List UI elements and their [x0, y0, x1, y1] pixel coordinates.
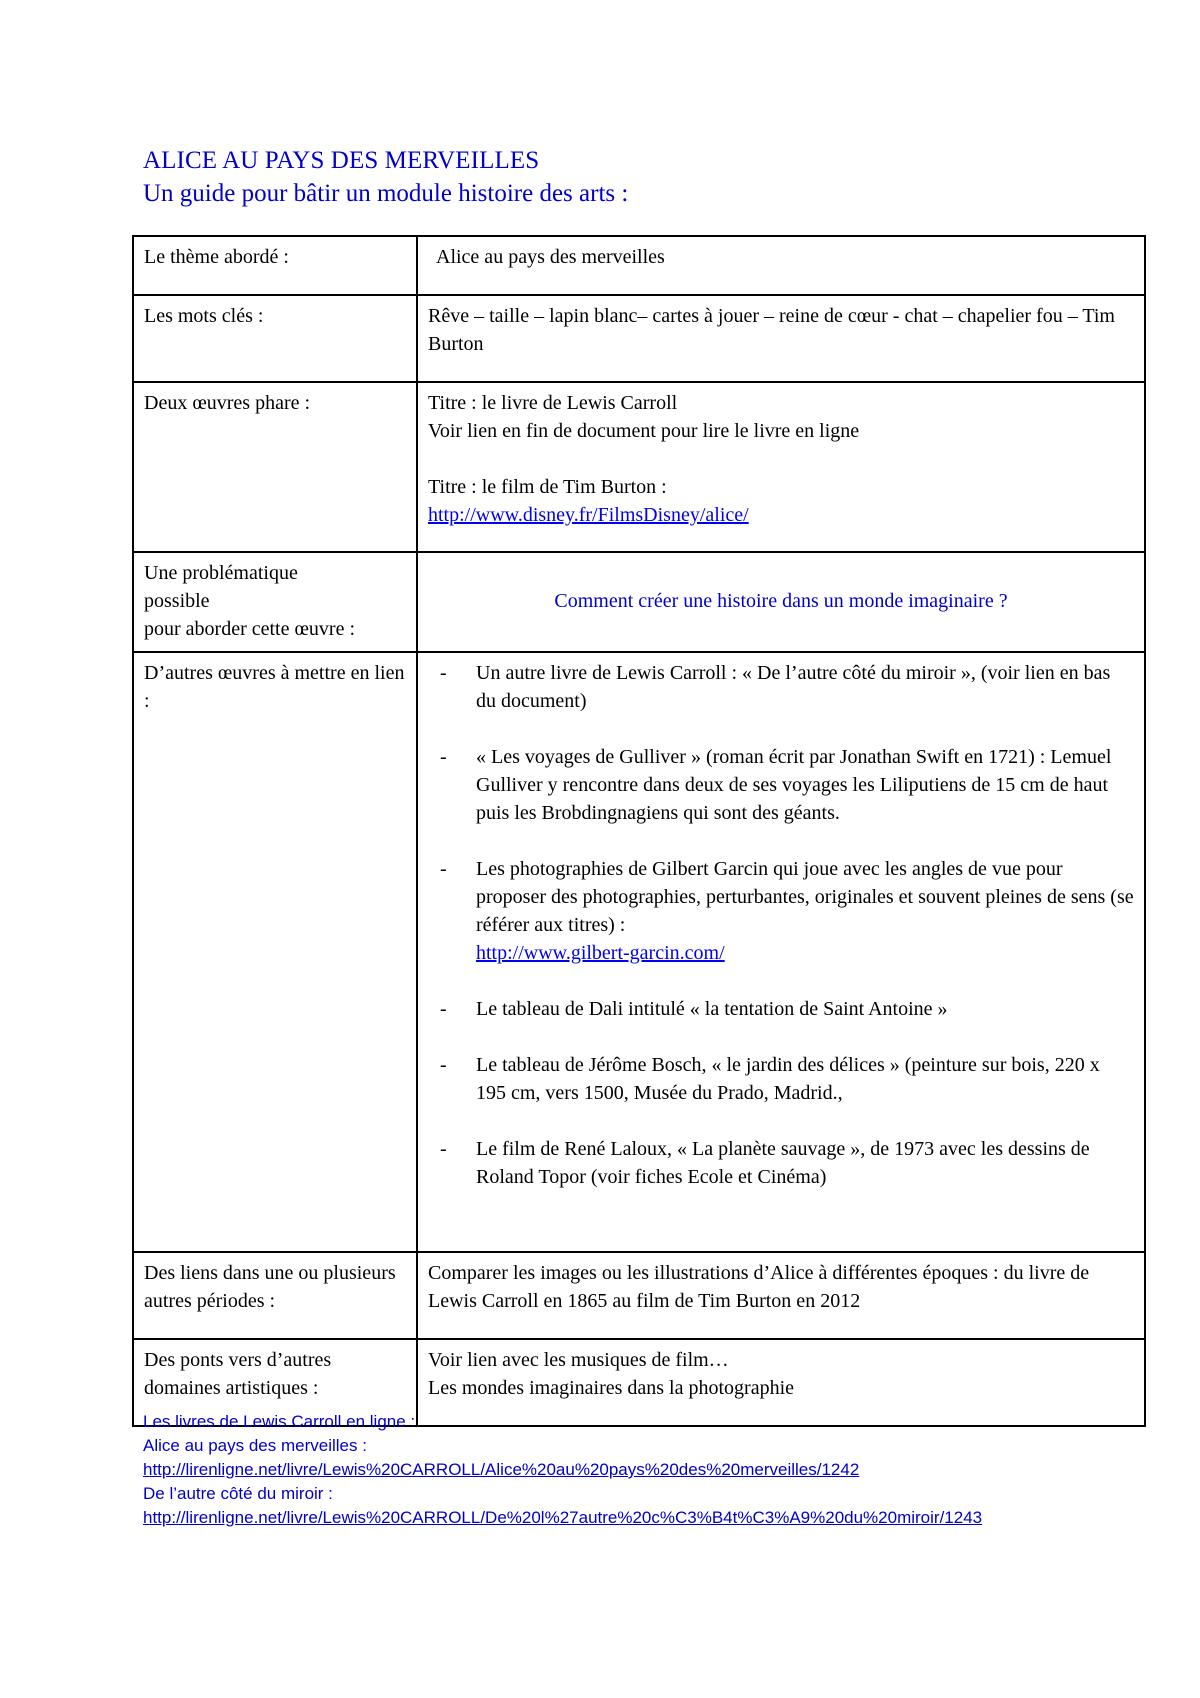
list-item-text: Un autre livre de Lewis Carroll : « De l’autre côté du miroir », (voir lien en bas du document) — [476, 662, 1111, 712]
page-title: ALICE AU PAYS DES MERVEILLES — [143, 147, 540, 174]
key-works-line-read-online: Voir lien en fin de document pour lire le livre en ligne — [428, 420, 860, 442]
theme-label: Le thème abordé : — [133, 236, 417, 295]
periods-value: Comparer les images ou les illustrations d’Alice à différentes époques : du livre de Lewis Carroll en 1865 au film de Tim Burton en 2012 — [417, 1252, 1145, 1339]
bridges-label: Des ponts vers d’autres domaines artistiques : — [133, 1339, 417, 1426]
periods-label: Des liens dans une ou plusieurs autres périodes : — [133, 1252, 417, 1339]
other-works-list — [428, 659, 1134, 1191]
problem-label-line: pour aborder cette œuvre : — [144, 618, 356, 640]
dash-bullet: - — [440, 662, 447, 684]
dash-bullet: - — [440, 858, 447, 880]
key-works-line-book: Titre : le livre de Lewis Carroll — [428, 392, 678, 414]
problem-label-line: possible — [144, 590, 210, 612]
gilbert-garcin-link[interactable]: http://www.gilbert-garcin.com/ — [476, 942, 725, 964]
disney-link[interactable]: http://www.disney.fr/FilmsDisney/alice/ — [428, 504, 749, 526]
list-item — [440, 659, 1134, 715]
table-row-problem — [133, 552, 1145, 652]
list-item-text: Le film de René Laloux, « La planète sauvage », de 1973 avec les dessins de Roland Topor (voir fiches Ecole et Cinéma) — [476, 1138, 1090, 1188]
keywords-value: Rêve – taille – lapin blanc– cartes à jouer – reine de cœur - chat – chapelier fou – Tim Burton — [417, 295, 1145, 382]
list-item-text: « Les voyages de Gulliver » (roman écrit par Jonathan Swift en 1721) : Lemuel Gulliver y rencontre dans deux de ses voyages les Liliputiens de 15 cm de haut puis les Brobdingnagiens qui sont des géants. — [476, 746, 1112, 824]
dash-bullet: - — [440, 1138, 447, 1160]
page-subtitle: Un guide pour bâtir un module histoire des arts : — [143, 180, 629, 207]
alice-online-link[interactable]: http://lirenligne.net/livre/Lewis%20CARROLL/Alice%20au%20pays%20des%20merveilles/1242 — [143, 1460, 860, 1479]
blank-line — [428, 445, 1134, 473]
table-row-other-works — [133, 652, 1145, 1252]
key-works-line-film: Titre : le film de Tim Burton : — [428, 476, 667, 498]
key-works-value — [417, 382, 1145, 552]
list-item — [440, 1135, 1134, 1191]
list-item-text: Le tableau de Jérôme Bosch, « le jardin des délices » (peinture sur bois, 220 x 195 cm, vers 1500, Musée du Prado, Madrid., — [476, 1054, 1100, 1104]
problem-question: Comment créer une histoire dans un monde imaginaire ? — [554, 590, 1008, 612]
theme-value-text: Alice au pays des merveilles — [436, 246, 665, 268]
problem-value — [417, 552, 1145, 652]
key-works-label: Deux œuvres phare : — [133, 382, 417, 552]
other-works-label: D’autres œuvres à mettre en lien : — [133, 652, 417, 1252]
theme-value — [417, 236, 1145, 295]
table-row-keywords — [133, 295, 1145, 382]
keywords-label: Les mots clés : — [133, 295, 417, 382]
list-item — [440, 855, 1134, 967]
list-item — [440, 743, 1134, 827]
table-row-key-works — [133, 382, 1145, 552]
bridges-line-music: Voir lien avec les musiques de film… — [428, 1349, 729, 1371]
footer-alice-label: Alice au pays des merveilles : — [143, 1436, 367, 1455]
problem-label-line: Une problématique — [144, 562, 298, 584]
dash-bullet: - — [440, 746, 447, 768]
list-item — [440, 995, 1134, 1023]
footer-heading: Les livres de Lewis Carroll en ligne : — [143, 1412, 416, 1431]
miroir-online-link[interactable]: http://lirenligne.net/livre/Lewis%20CARROLL/De%20l%27autre%20c%C3%B4t%C3%A9%20du%20miroir/1243 — [143, 1508, 983, 1527]
dash-bullet: - — [440, 1054, 447, 1076]
table-row-theme — [133, 236, 1145, 295]
guide-table — [132, 235, 1146, 1427]
list-item-text: Les photographies de Gilbert Garcin qui joue avec les angles de vue pour proposer des photographies, perturbantes, originales et souvent pleines de sens (se référer aux titres) : — [476, 858, 1134, 936]
footer-miroir-label: De l’autre côté du miroir : — [143, 1484, 333, 1503]
table-row-periods — [133, 1252, 1145, 1339]
problem-label — [133, 552, 417, 652]
bridges-line-photo: Les mondes imaginaires dans la photographie — [428, 1377, 795, 1399]
other-works-value — [417, 652, 1145, 1252]
list-item-text: Le tableau de Dali intitulé « la tentation de Saint Antoine » — [476, 998, 948, 1020]
footer-links — [143, 1410, 1103, 1530]
list-item — [440, 1051, 1134, 1107]
dash-bullet: - — [440, 998, 447, 1020]
